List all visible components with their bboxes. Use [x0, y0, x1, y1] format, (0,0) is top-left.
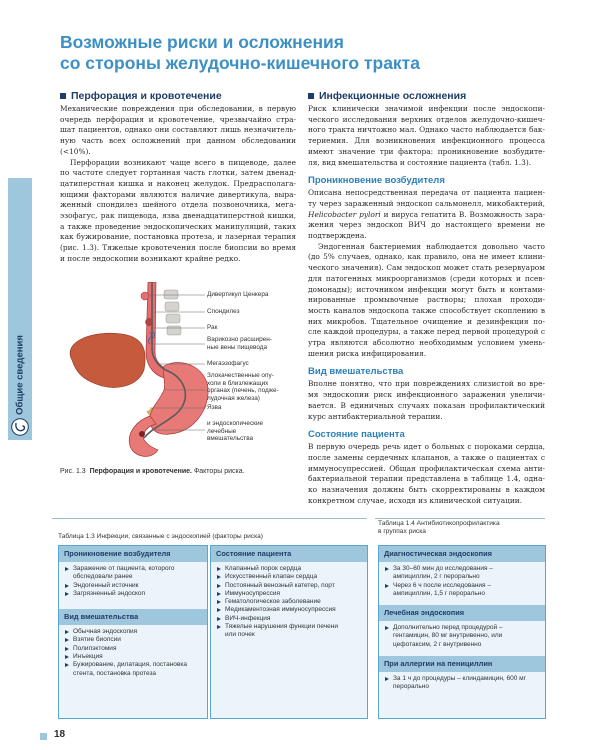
table-header: Диагностическая эндоскопия: [379, 546, 545, 562]
footer-square-icon: [40, 733, 47, 740]
table-row: ВИЧ-инфекция: [217, 615, 363, 623]
figure-leader-lines: [150, 290, 206, 450]
table-row: Обычная эндоскопия: [65, 628, 203, 636]
paragraph: Эндогенная бактериемия наблюдается довольно часто (до 5% случаев, однако, как правило, она не имеет клини- ческого значения). Сам эндоскоп может стать резервуаром для патогенных микроорганизмов (среди которых и псев- домонады); источником инфекции могут быть и контами- нированные промывочные растворы; плохая проходи- мость каналов эндоскопа также способствует скоплению в них микробов. Тщательное очищение и дезинфекция по- сле каждой процедуры, а также перед первой процедурой с утра являются абсолютно необходимым условием умень- шения риска инфицирования.: [308, 241, 545, 358]
table-row: Медикаментозная иммуносупрессия: [217, 606, 363, 614]
table-list: [211, 562, 367, 643]
diverticulum-illustration: [141, 292, 149, 300]
figure-label: Злокачественные опу- холи в близлежащих органах (печень, подже- лудочная железа): [207, 372, 279, 402]
table-caption: Таблица 1.4 Антибиотикопрофилактика в группах риска: [378, 520, 500, 535]
paragraph: Риск клинически значимой инфекции после эндоскопи- ческого исследования верхних отделов желудочно-кишеч- ного тракта ничтожно мал. Однако часто наблюдается бак- териемия. Для возникновения инфекционного процесса имеют значение три фактора: проникновение возбудите- ля, вид вмешательства и состояние пациента (табл. 1.3).: [308, 104, 545, 167]
table-caption: Таблица 1.3 Инфекции, связанные с эндоскопией (факторы риска): [58, 533, 264, 540]
figure-label: Мегаэзофагус: [207, 360, 249, 367]
figure-label: Язва: [207, 404, 222, 411]
table-row: Дополнительно перед процедурой – гентамицин, 80 мг внутривенно, или цефотаксим, 2 г внутривенно: [385, 624, 541, 649]
table-row: Эндогенный источник: [65, 582, 203, 590]
paragraph: Описана непосредственная передача от пациента пациен- ту через зараженный эндоскоп сальмонелл, микобактерий, Helicobacter pylori и вируса гепатита В. Возможность зара- жения через эндоскоп ВИЧ до настоящего времени не подтверждена.: [308, 188, 545, 241]
subsection-heading: Состояние пациента: [308, 429, 405, 441]
left-column-text: [60, 104, 296, 265]
table-1-3-column-2: [210, 545, 368, 719]
table-row: За 1 ч до процедуры – клиндамицин, 600 мг перорально: [385, 675, 541, 692]
table-header: При аллергии на пенициллин: [379, 656, 545, 672]
table-row: Взятие биопсии: [65, 636, 203, 644]
table-row: Инъекция: [65, 653, 203, 661]
paragraph: Перфорации возникают чаще всего в пищеводе, далее по частоте следует гортанная часть глотки, затем двенад- цатиперстная кишка и наконец желудок. Предрасполага- ющими факторами являются наличие дивертикула, выра- женный спондилез шейного отдела позвоночника, мега- эзофагус, рак пищевода, язва двенадцатиперстной кишки, а также проведение эндоскопических манипуляций, таких как бужирование, постановка протеза, и лазерная терапия (рис. 1.3). Тяжелые кровотечения после биопсии во время и после эндоскопии возникают крайне редко.: [60, 157, 296, 263]
subsection-heading: Проникновение возбудителя: [308, 175, 445, 187]
divider: [375, 518, 545, 519]
subsection-heading: Вид вмешательства: [308, 366, 404, 378]
table-row: Иммуносупрессия: [217, 590, 363, 598]
table-header: Лечебная эндоскопия: [379, 605, 545, 621]
right-column-text: [308, 104, 545, 507]
table-list: [379, 562, 545, 601]
table-list: [59, 625, 207, 681]
sidebar-section-label: Общие сведения: [14, 335, 26, 415]
page-title-line: Возможные риски и осложнения: [60, 32, 345, 52]
table-row: Клапанный порок сердца: [217, 565, 363, 573]
table-row: Бужирование, дилатация, постановка стента, постановка протеза: [65, 661, 203, 678]
table-row: Искусственный клапан сердца: [217, 573, 363, 581]
page-number: 18: [54, 729, 66, 740]
table-1-4: [378, 545, 546, 719]
figure-label: Дивертикул Ценкера: [207, 291, 269, 298]
figure-caption: Рис. 1.3 Перфорация и кровотечение. Факторы риска.: [60, 468, 245, 475]
figure-label: Рак: [207, 324, 218, 331]
table-row: Загрязненный эндоскоп: [65, 590, 203, 598]
section-heading-perforation: Перфорация и кровотечение: [60, 90, 300, 102]
ulcer-illustration: [139, 431, 145, 437]
section-heading-infection: Инфекционные осложнения: [308, 90, 548, 102]
table-list: [379, 621, 545, 652]
table-row: Гематологическое заболевание: [217, 598, 363, 606]
table-list: [379, 672, 545, 695]
table-1-3-column-1: [58, 545, 208, 719]
table-header: Проникновение возбудителя: [59, 546, 207, 562]
figure-label: Варикозно расширен- ные вены пищевода: [207, 336, 272, 351]
paragraph: Механические повреждения при обследовании, в первую очередь перфорация и кровотечение, чрезвычайно стра- шат пациентов, однако они составляют лишь незначитель- ную часть всех осложнений при данном обследовании (<10%).: [60, 104, 296, 156]
table-row: Тяжелые нарушения функции печени или почек: [217, 623, 363, 640]
page-title-line: со стороны желудочно-кишечного тракта: [60, 53, 420, 73]
table-row: Заражение от пациента, которого обследовали ранее: [65, 565, 203, 582]
table-list: [59, 562, 207, 601]
endoscope-icon: [11, 418, 29, 436]
table-row: Через 6 ч после исследования – ампициллин, 1,5 г перорально: [385, 582, 541, 599]
table-row: За 30–60 мин до исследования – ампициллин, 2 г перорально: [385, 565, 541, 582]
table-row: Полипэктомия: [65, 645, 203, 653]
table-row: Постоянный венозный катетер, порт: [217, 582, 363, 590]
figure-label: и эндоскопические лечебные вмешательства: [207, 420, 264, 443]
heading-square-icon: [308, 93, 314, 99]
paragraph: Вполне понятно, что при повреждениях слизистой во вре- мя эндоскопии риск инфекционного заражения увеличи- вается. В единичных случаях показан профилактический курс антибактериальной терапии.: [308, 379, 545, 421]
table-header: Состояние пациента: [211, 546, 367, 562]
divider: [52, 518, 367, 519]
table-header: Вид вмешательства: [59, 609, 207, 625]
paragraph: В первую очередь речь идет о больных с пороками сердца, после замены сердечных клапанов, а также о пациентах с иммуносупрессией. Общая профилактическая схема анти- бактериальной терапии представлена в таблице 1.4, одна- ко назначения должны быть скорректированы в каждом конкретном случае, исходя из клинической ситуации.: [308, 442, 545, 505]
liver-illustration: [70, 333, 145, 387]
heading-square-icon: [60, 93, 66, 99]
figure-label: Спондилез: [207, 308, 240, 315]
page-title: [60, 32, 560, 74]
